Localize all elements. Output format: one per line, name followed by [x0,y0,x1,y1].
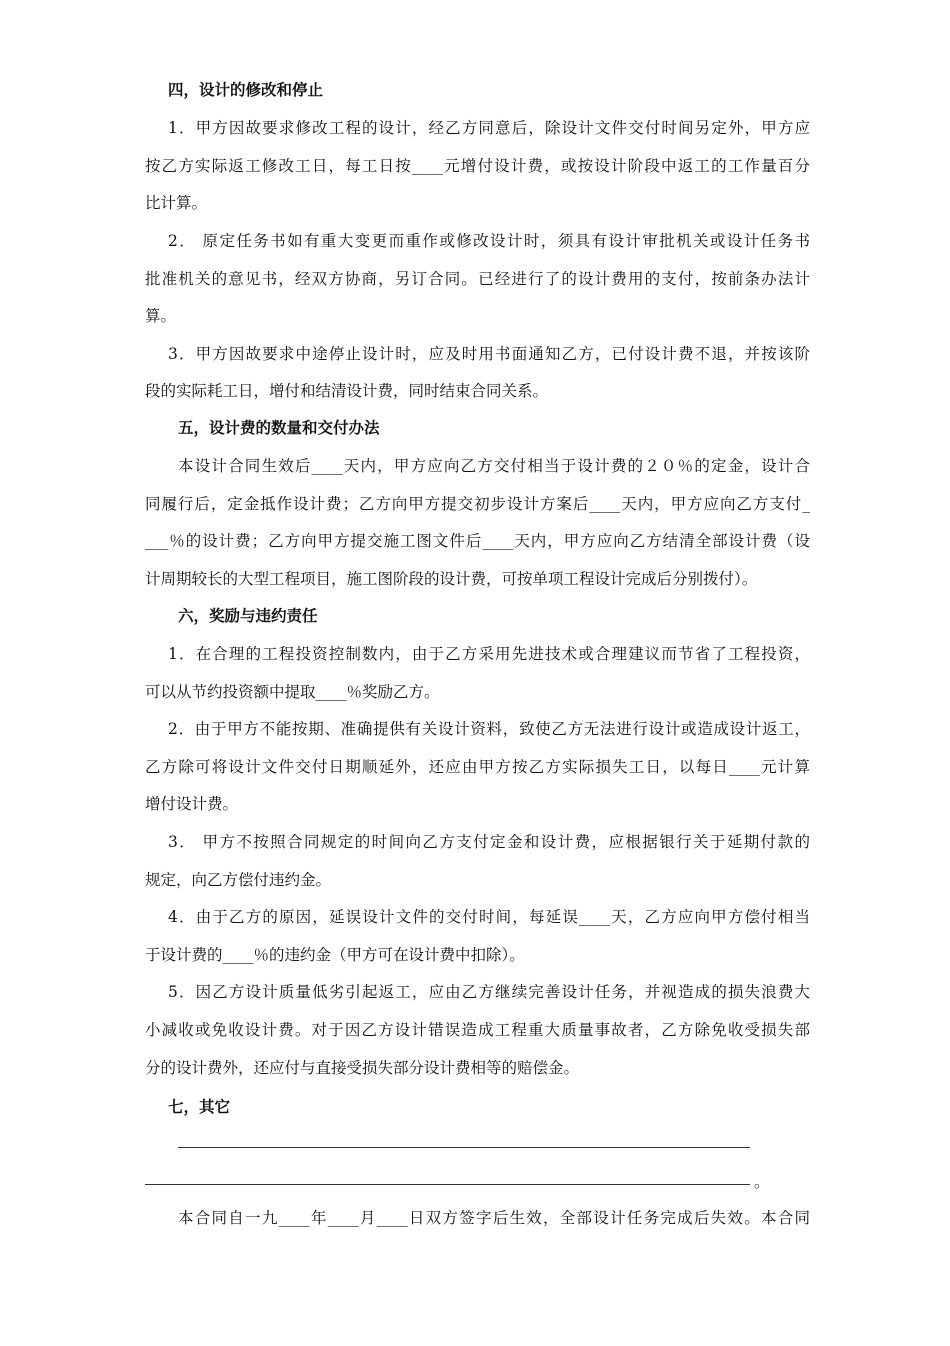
paragraph-line: 3． 甲方不按照合同规定的时间向乙方支付定金和设计费，应根据银行关于延期付款的 [168,833,810,851]
paragraph-line: 5．因乙方设计质量低劣引起返工，应由乙方继续完善设计任务，并视造成的损失浪费大 [168,983,810,1001]
paragraph-line: 1．在合理的工程投资控制数内，由于乙方采用先进技术或合理建议而节省了工程投资， [168,645,810,663]
paragraph-line: 同履行后，定金抵作设计费；乙方向甲方提交初步设计方案后____天内，甲方应向乙方支付_ [145,495,810,513]
paragraph-line: 批准机关的意见书，经双方协商，另订合同。已经进行了的设计费用的支付，按前条办法计 [145,270,810,288]
paragraph-line: 可以从节约投资额中提取____％奖励乙方。 [145,683,440,701]
paragraph-line: 4．由于乙方的原因，延误设计文件的交付时间，每延误____天，乙方应向甲方偿付相当 [168,908,810,926]
section-heading-6: 六，奖励与违约责任 [178,607,318,625]
paragraph-line: 段的实际耗工日，增付和结清设计费，同时结束合同关系。 [145,382,549,400]
paragraph-line: 2． 原定任务书如有重大变更而重作或修改设计时，须具有设计审批机关或设计任务书 [168,232,810,250]
paragraph-line: 乙方除可将设计文件交付日期顺延外，还应由甲方按乙方实际损失工日，以每日____元计算 [145,758,810,776]
paragraph-line: 比计算。 [145,194,208,212]
paragraph-line: 计周期较长的大型工程项目，施工图阶段的设计费，可按单项工程设计完成后分别拨付）。 [145,570,758,588]
paragraph-line: 分的设计费外，还应付与直接受损失部分设计费相等的赔偿金。 [145,1059,580,1077]
section-heading-5: 五，设计费的数量和交付办法 [178,419,380,437]
paragraph-line: 增付设计费。 [145,795,239,813]
paragraph-line: 按乙方实际返工修改工日，每工日按____元增付设计费，或按设计阶段中返工的工作量百分 [145,157,810,175]
paragraph-line: 规定，向乙方偿付违约金。 [145,871,332,889]
paragraph-line: ___％的设计费；乙方向甲方提交施工图文件后____天内，甲方应向乙方结清全部设计费（设 [145,532,810,550]
paragraph-line: 小减收或免收设计费。对于因乙方设计错误造成工程重大质量事故者，乙方除免收受损失部 [145,1021,810,1039]
section-heading-4: 四，设计的修改和停止 [168,81,324,99]
paragraph-line: 本设计合同生效后____天内，甲方应向乙方交付相当于设计费的２０％的定金，设计合 [178,457,810,475]
blank-line-rule [145,1184,750,1185]
paragraph-line: 算。 [145,307,177,325]
paragraph-line: 3．甲方因故要求中途停止设计时，应及时用书面通知乙方，已付设计费不退，并按该阶 [168,345,810,363]
blank-line-end-mark: 。 [754,1173,770,1191]
paragraph-line: 1．甲方因故要求修改工程的设计，经乙方同意后，除设计文件交付时间另定外，甲方应 [168,119,810,137]
section-heading-7: 七，其它 [168,1098,231,1116]
blank-line-rule [178,1147,750,1148]
closing-line: 本合同自一九____年____月____日双方签字后生效，全部设计任务完成后失效。本合同 [178,1209,810,1227]
paragraph-line: 于设计费的____％的违约金（甲方可在设计费中扣除）。 [145,946,525,964]
paragraph-line: 2．由于甲方不能按期、准确提供有关设计资料，致使乙方无法进行设计或造成设计返工， [168,720,810,738]
